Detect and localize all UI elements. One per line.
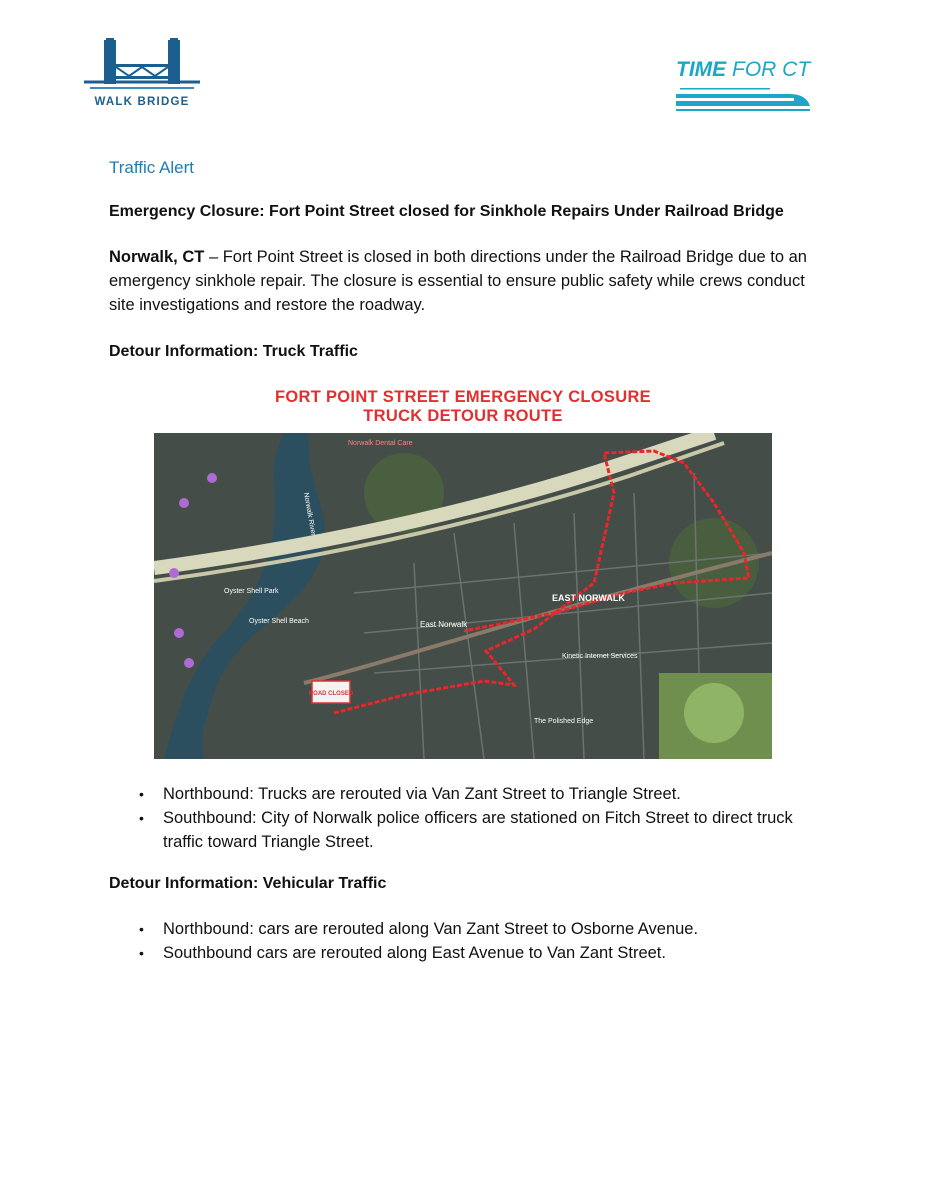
vehicle-northbound-item: • Northbound: cars are rerouted along Van Zant Street to Osborne Avenue. (109, 917, 829, 941)
road-closed-label: ROAD CLOSED (308, 691, 354, 697)
map-label-east-norwalk-small: East Norwalk (420, 620, 468, 629)
truck-detour-heading: Detour Information: Truck Traffic (109, 343, 358, 360)
vehicle-southbound-item: • Southbound cars are rerouted along East Avenue to Van Zant Street. (109, 941, 829, 965)
detour-map (154, 386, 772, 760)
vehicular-detour-list (109, 917, 829, 965)
map-label-kinetic: Kinetic Internet Services (562, 653, 638, 660)
map-label-dental: Norwalk Dental Care (348, 440, 413, 447)
truck-southbound-item: • Southbound: City of Norwalk police officers are stationed on Fitch Street to direct truck traffic toward Triangle Street. (109, 806, 829, 854)
alert-title: Traffic Alert (109, 158, 195, 177)
intro-paragraph (109, 245, 829, 317)
intro-text: – Fort Point Street is closed in both directions under the Railroad Bridge due to an emergency sinkhole repair. The closure is essential to ensure public safety while crews conduct site investigations and restore the roadway. (109, 248, 807, 314)
map-label-oyster-park: Oyster Shell Park (224, 588, 279, 595)
map-subtitle: TRUCK DETOUR ROUTE (363, 407, 563, 425)
map-image (154, 433, 772, 759)
intro-location: Norwalk, CT (109, 248, 205, 266)
map-title: FORT POINT STREET EMERGENCY CLOSURE (275, 388, 651, 406)
map-label-east-norwalk: EAST NORWALK (552, 593, 625, 603)
map-label-river: Norwalk River (302, 492, 317, 537)
walk-bridge-logo-text: WALK BRIDGE (94, 96, 190, 108)
truck-detour-list (109, 782, 829, 854)
subject-line: Emergency Closure: Fort Point Street closed for Sinkhole Repairs Under Railroad Bridge (109, 203, 784, 220)
vehicular-detour-heading: Detour Information: Vehicular Traffic (109, 875, 387, 892)
map-label-polished-edge: The Polished Edge (534, 718, 594, 725)
truck-northbound-item: • Northbound: Trucks are rerouted via Van Zant Street to Triangle Street. (109, 782, 829, 806)
time-for-ct-logo-text: TIME FOR CT (676, 58, 811, 81)
train-icon (672, 58, 814, 114)
map-label-oyster-beach: Oyster Shell Beach (249, 618, 309, 625)
